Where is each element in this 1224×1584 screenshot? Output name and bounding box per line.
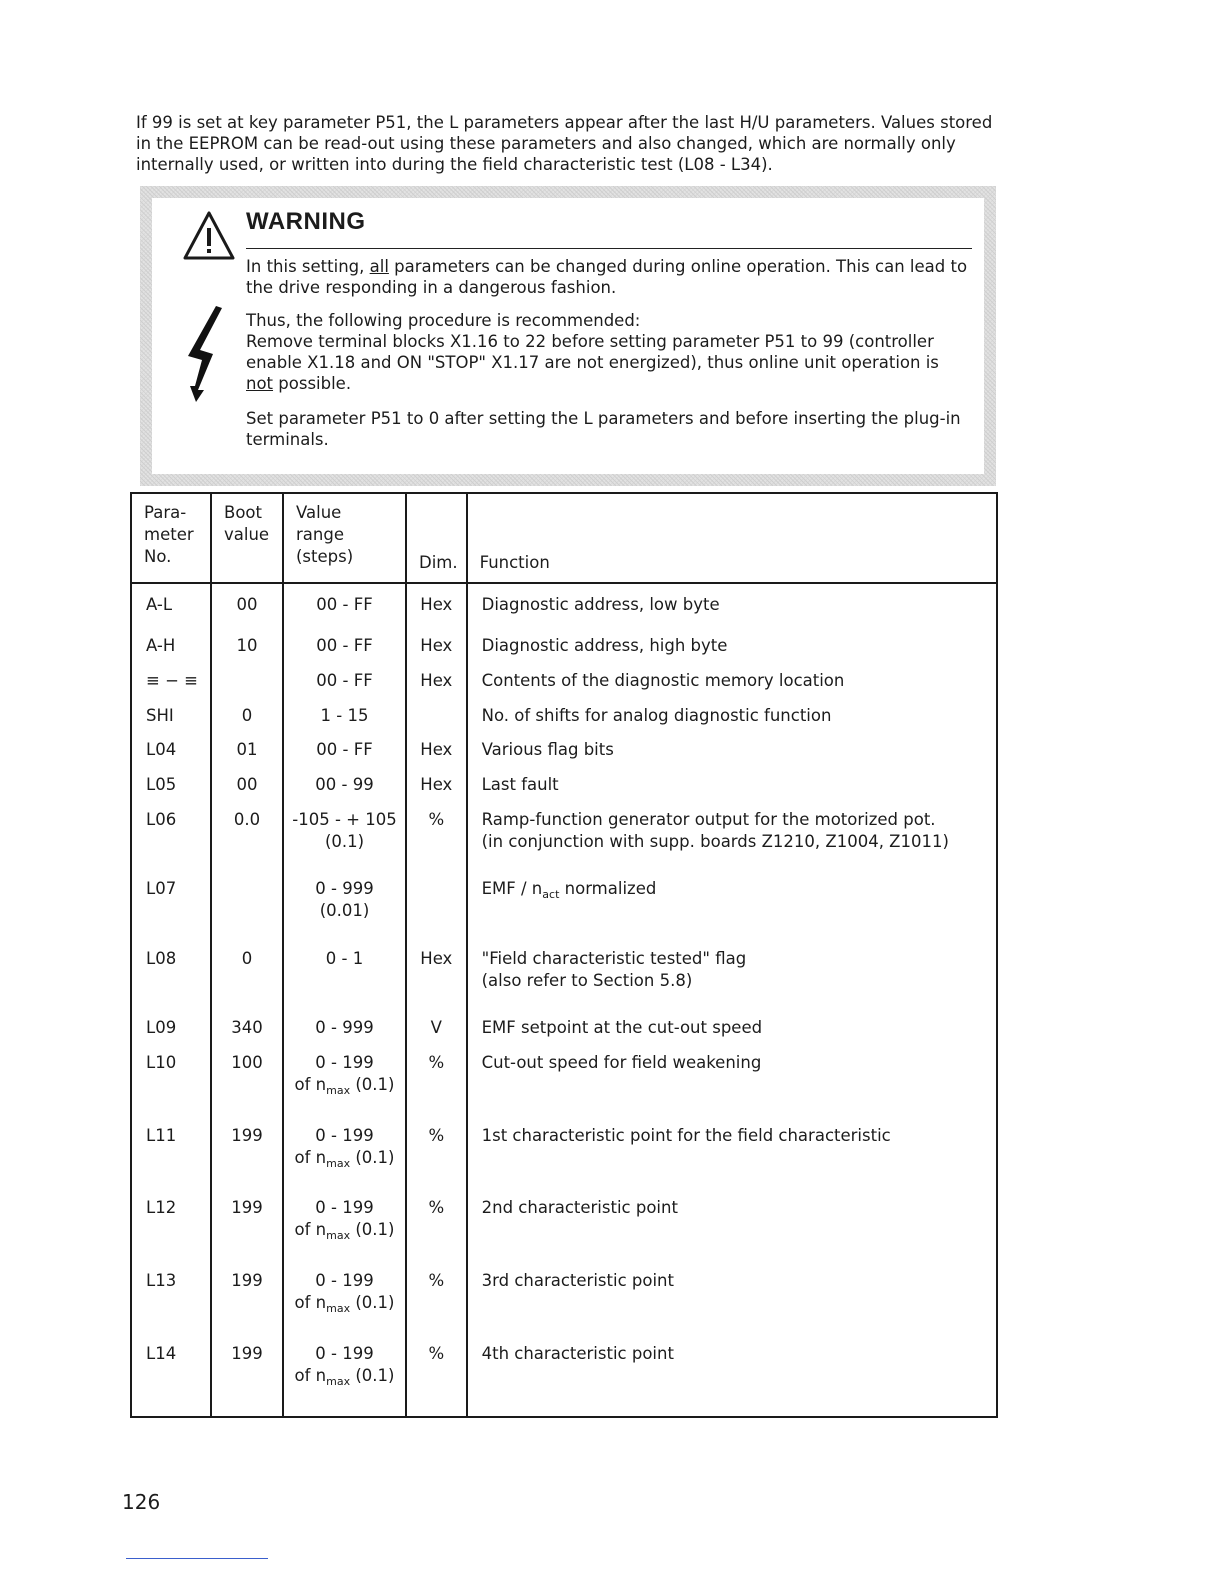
cell-value-range: 0 - 199 of $n_{max}$ (0.1)	[283, 1343, 406, 1417]
table-row	[131, 878, 997, 948]
cell-function: Last fault	[467, 774, 997, 809]
cell-dim: Hex	[406, 739, 467, 774]
cell-value-range: 0 - 999 (0.01)	[283, 878, 406, 948]
cell-boot-value: 01	[211, 739, 283, 774]
warning-title: WARNING	[246, 208, 366, 235]
cell-value-range: 00 - FF	[283, 739, 406, 774]
warning-paragraph-2: Thus, the following procedure is recommended: Remove terminal blocks X1.16 to 22 before setting parameter P51 to 99 (controller enable X1.18 and ON "STOP" X1.17 are not energized), thus online unit operation is not possible.	[246, 311, 939, 393]
cell-function: 2nd characteristic point	[467, 1197, 997, 1270]
cell-parameter: L14	[131, 1343, 211, 1417]
cell-function: "Field characteristic tested" flag (also refer to Section 5.8)	[467, 948, 997, 1018]
cell-function: 4th characteristic point	[467, 1343, 997, 1417]
cell-parameter: ≡ − ≡	[131, 670, 211, 705]
cell-boot-value: 100	[211, 1052, 283, 1125]
cell-dim: %	[406, 1052, 467, 1125]
cell-value-range: 0 - 999	[283, 1017, 406, 1052]
table-row	[131, 809, 997, 879]
cell-function: 1st characteristic point for the field characteristic	[467, 1125, 997, 1198]
parameter-table	[130, 492, 998, 1418]
table-row	[131, 1343, 997, 1417]
table-row	[131, 774, 997, 809]
cell-boot-value: 00	[211, 774, 283, 809]
warning-divider	[246, 248, 972, 249]
cell-function: 3rd characteristic point	[467, 1270, 997, 1343]
table-header-row	[131, 493, 997, 583]
cell-value-range: 0 - 199 of $n_{max}$ (0.1)	[283, 1197, 406, 1270]
cell-dim: Hex	[406, 948, 467, 1018]
table-row	[131, 635, 997, 670]
table-row	[131, 1270, 997, 1343]
cell-parameter: A-L	[131, 583, 211, 635]
cell-boot-value: 199	[211, 1197, 283, 1270]
cell-function: No. of shifts for analog diagnostic function	[467, 705, 997, 740]
cell-function: Cut-out speed for field weakening	[467, 1052, 997, 1125]
cell-dim: V	[406, 1017, 467, 1052]
cell-value-range: -105 - + 105 (0.1)	[283, 809, 406, 879]
cell-parameter: L10	[131, 1052, 211, 1125]
cell-value-range: 00 - FF	[283, 635, 406, 670]
cell-value-range: 1 - 15	[283, 705, 406, 740]
cell-value-range: 00 - FF	[283, 670, 406, 705]
cell-value-range: 0 - 199 of $n_{max}$ (0.1)	[283, 1125, 406, 1198]
cell-function: EMF setpoint at the cut-out speed	[467, 1017, 997, 1052]
table-row	[131, 1017, 997, 1052]
cell-boot-value: 00	[211, 583, 283, 635]
cell-parameter: L07	[131, 878, 211, 948]
header-dim: Dim.	[406, 493, 467, 583]
header-function: Function	[467, 493, 997, 583]
intro-paragraph: If 99 is set at key parameter P51, the L parameters appear after the last H/U parameters. Values stored in the EEPROM can be read-out using these parameters and also changed, which are normally only internally used, or written into during the field characteristic test (L08 - L34).	[136, 113, 993, 174]
table-row	[131, 1052, 997, 1125]
cell-function: EMF / $n_{act}$ normalized	[467, 878, 997, 948]
cell-boot-value: 199	[211, 1270, 283, 1343]
footer-rule	[126, 1558, 268, 1559]
cell-boot-value	[211, 878, 283, 948]
cell-dim: Hex	[406, 670, 467, 705]
cell-boot-value: 199	[211, 1125, 283, 1198]
cell-function: Ramp-function generator output for the motorized pot. (in conjunction with supp. boards Z1210, Z1004, Z1011)	[467, 809, 997, 879]
warning-content	[152, 198, 984, 474]
cell-dim: %	[406, 809, 467, 879]
cell-parameter: L13	[131, 1270, 211, 1343]
header-value-range: Value range (steps)	[283, 493, 406, 583]
cell-parameter: L04	[131, 739, 211, 774]
cell-boot-value: 0.0	[211, 809, 283, 879]
cell-parameter: L06	[131, 809, 211, 879]
cell-value-range: 00 - 99	[283, 774, 406, 809]
cell-function: Contents of the diagnostic memory location	[467, 670, 997, 705]
cell-parameter: L12	[131, 1197, 211, 1270]
cell-parameter: A-H	[131, 635, 211, 670]
warning-triangle-icon	[182, 210, 236, 262]
cell-boot-value: 199	[211, 1343, 283, 1417]
table-row	[131, 739, 997, 774]
cell-value-range: 0 - 199 of $n_{max}$ (0.1)	[283, 1270, 406, 1343]
table-row	[131, 1125, 997, 1198]
table-row	[131, 583, 997, 635]
cell-parameter: SHI	[131, 705, 211, 740]
cell-parameter: L08	[131, 948, 211, 1018]
cell-function: Diagnostic address, low byte	[467, 583, 997, 635]
cell-parameter: L05	[131, 774, 211, 809]
table-row	[131, 670, 997, 705]
cell-dim	[406, 878, 467, 948]
cell-function: Various flag bits	[467, 739, 997, 774]
table-row	[131, 948, 997, 1018]
cell-boot-value: 0	[211, 705, 283, 740]
page-number: 126	[122, 1490, 161, 1514]
cell-parameter: L11	[131, 1125, 211, 1198]
cell-dim: Hex	[406, 583, 467, 635]
cell-value-range: 0 - 199 of $n_{max}$ (0.1)	[283, 1052, 406, 1125]
cell-dim: %	[406, 1270, 467, 1343]
cell-value-range: 00 - FF	[283, 583, 406, 635]
cell-dim	[406, 705, 467, 740]
table-row	[131, 1197, 997, 1270]
cell-boot-value	[211, 670, 283, 705]
cell-boot-value: 0	[211, 948, 283, 1018]
cell-dim: Hex	[406, 774, 467, 809]
cell-function: Diagnostic address, high byte	[467, 635, 997, 670]
cell-value-range: 0 - 1	[283, 948, 406, 1018]
warning-box	[140, 186, 996, 486]
cell-dim: %	[406, 1125, 467, 1198]
cell-dim: %	[406, 1197, 467, 1270]
cell-boot-value: 10	[211, 635, 283, 670]
header-parameter-no: Para- meter No.	[131, 493, 211, 583]
warning-paragraph-1: In this setting, all parameters can be changed during online operation. This can lead to the drive responding in a dangerous fashion.	[246, 257, 968, 297]
electric-hazard-icon	[186, 304, 226, 404]
cell-dim: %	[406, 1343, 467, 1417]
cell-parameter: L09	[131, 1017, 211, 1052]
warning-paragraph-3: Set parameter P51 to 0 after setting the L parameters and before inserting the plug-in terminals.	[246, 409, 961, 449]
cell-boot-value: 340	[211, 1017, 283, 1052]
cell-dim: Hex	[406, 635, 467, 670]
table-row	[131, 705, 997, 740]
header-boot-value: Boot value	[211, 493, 283, 583]
